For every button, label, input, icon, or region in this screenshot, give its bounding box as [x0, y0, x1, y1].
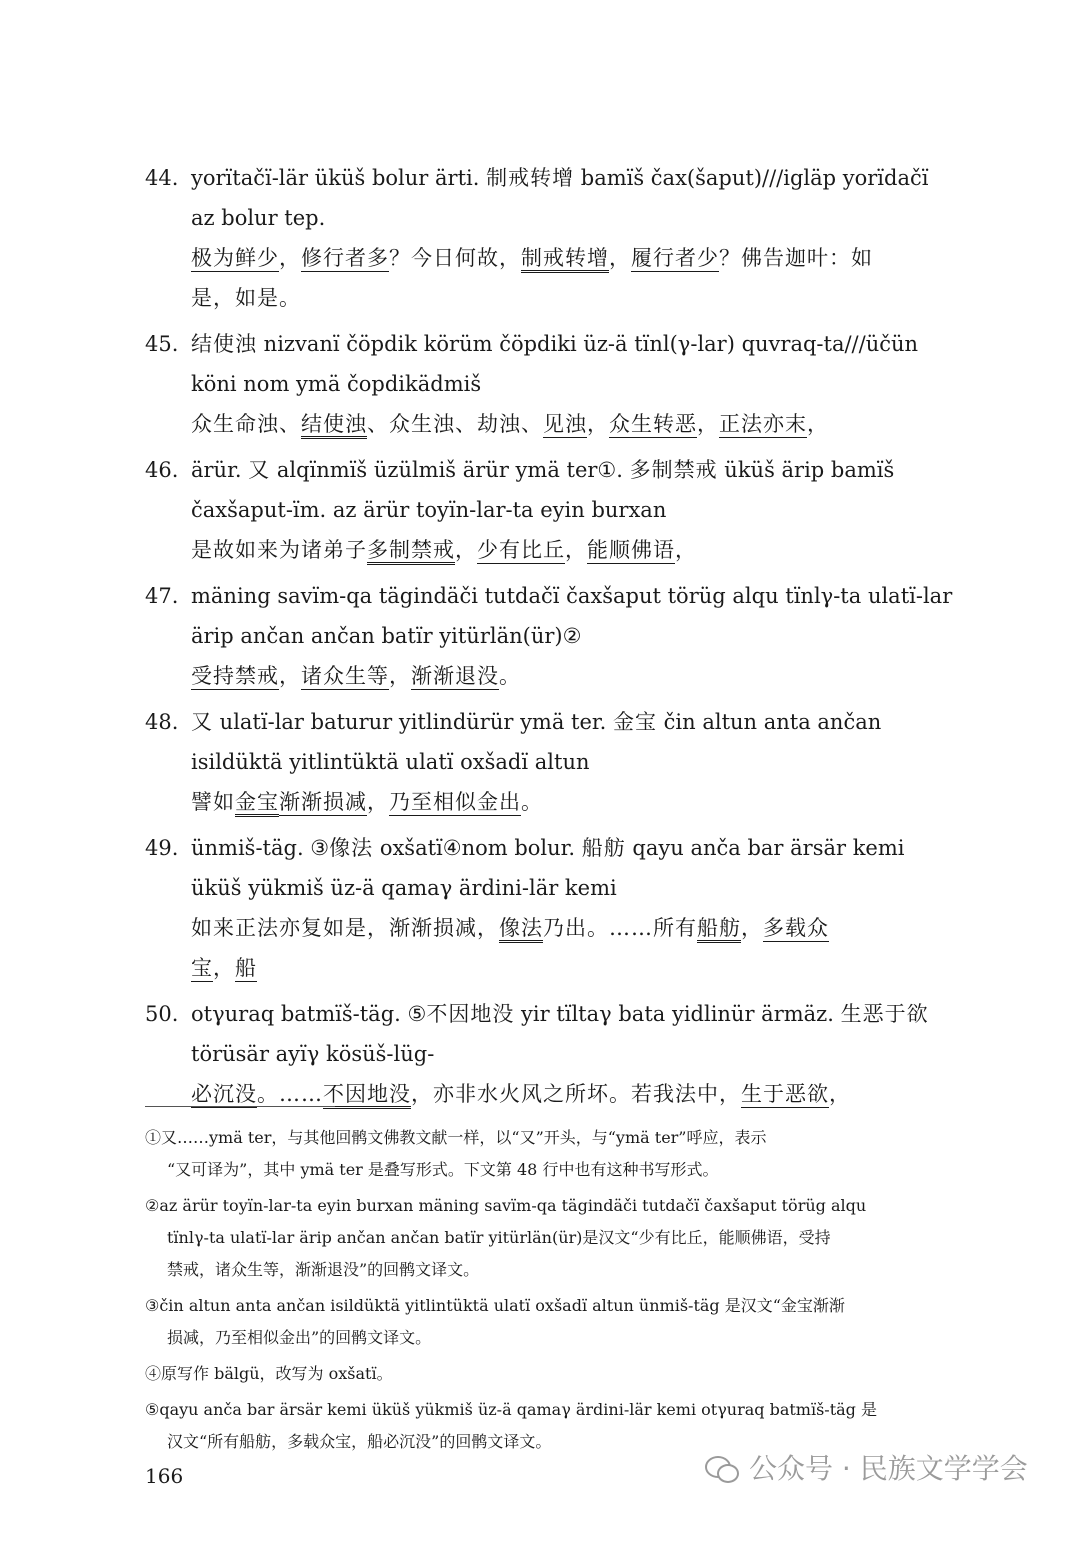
text-segment: ， [807, 412, 829, 436]
text-segment: oxšatï④nom bolur. [373, 836, 582, 860]
page-number: 166 [145, 1464, 184, 1488]
entry-number: 47. [145, 584, 179, 608]
footnote-line: 禁戒，诸众生等，渐渐退没”的回鹘文译文。 [167, 1260, 480, 1279]
text-segment: ， [829, 1082, 851, 1106]
entry-number: 45. [145, 332, 179, 356]
entry-number: 49. [145, 836, 179, 860]
text-segment: 如来正法亦复如是，渐渐损减， [191, 916, 499, 940]
footnote-line: “又可译为”，其中 ymä ter 是叠写形式。下文第 48 行中也有这种书写形式。 [167, 1160, 719, 1179]
text-segment: ulatï-lar baturur yitlindürür ymä ter. [213, 710, 613, 734]
text-segment: ， [455, 538, 477, 562]
uyghur-text-line [145, 994, 929, 1034]
text-segment: nizvanï čöpdik körüm čöpdiki üz-ä tïnl(γ-lar) quvraq-ta///üčün [257, 332, 919, 356]
entry [145, 828, 905, 988]
footnote-line: ⑤qayu anča bar ärsär kemi üküš yükmiš üz-ä qamaγ ärdini-lär kemi otγuraq batmïš-täg 是 [145, 1400, 878, 1419]
footnote-line: ①又……ymä ter，与其他回鹘文佛教文献一样，以“又”开头，与“ymä ter”呼应，表示 [145, 1128, 767, 1147]
double-underlined-phrase: 结使浊 [301, 412, 367, 436]
footnote-line: ④原写作 bälgü，改写为 oxšatï。 [145, 1364, 393, 1383]
chinese-text-line [145, 404, 905, 444]
text-segment: ， [609, 246, 631, 270]
text-segment: ， [565, 538, 587, 562]
text-segment: 又 [191, 710, 213, 734]
underlined-phrase: 修行者多 [301, 246, 389, 270]
double-underlined-phrase: 船舫 [697, 916, 741, 940]
text-segment: üküš yükmiš üz-ä qamaγ ärdini-lär kemi [191, 876, 617, 900]
text-segment: ， [279, 246, 301, 270]
footnote [145, 1290, 905, 1354]
text-segment: ärür. [191, 458, 249, 482]
double-underlined-phrase: 不因地没 [323, 1082, 411, 1106]
entry [145, 324, 919, 444]
text-segment: ， [389, 664, 411, 688]
entry-number: 44. [145, 166, 179, 190]
footnote [145, 1358, 905, 1390]
text-segment: az bolur tep. [191, 206, 326, 230]
footnote [145, 1190, 905, 1286]
chinese-text-line [145, 530, 905, 570]
underlined-phrase: 正法亦末 [719, 412, 807, 436]
underlined-phrase: 众生转恶 [609, 412, 697, 436]
uyghur-text-line [145, 828, 905, 868]
underlined-phrase: 船 [235, 956, 257, 980]
text-segment: ， [279, 664, 301, 688]
uyghur-text-line [145, 868, 905, 908]
text-segment: üküš ärip bamïš [717, 458, 895, 482]
text-segment: ， [367, 790, 389, 814]
entry-number: 46. [145, 458, 179, 482]
footnote-line: 损减，乃至相似金出”的回鹘文译文。 [167, 1328, 432, 1347]
uyghur-text-line [145, 450, 905, 490]
text-segment: yorïtačï-lär üküš bolur ärti. [191, 166, 487, 190]
double-underlined-phrase: 像法 [499, 916, 543, 940]
text-segment: ，亦非水火风之所坏。若我法中， [411, 1082, 741, 1106]
underlined-phrase: 多载众 [763, 916, 829, 940]
entry [145, 450, 905, 570]
text-segment: 乃出。……所有 [543, 916, 697, 940]
chinese-text-line [145, 278, 905, 318]
underlined-phrase: 渐渐损减 [279, 790, 367, 814]
watermark-text: 公众号 · 民族文学学会 [749, 1452, 1028, 1485]
text-segment: köni nom ymä čopdikädmiš [191, 372, 482, 396]
chinese-text-line [145, 656, 905, 696]
text-segment: ？佛告迦叶：如 [719, 246, 873, 270]
text-segment: ünmiš-täg. ③ [191, 836, 330, 860]
text-segment: otγuraq batmïš-täg. ⑤ [191, 1002, 427, 1026]
footnote [145, 1122, 905, 1186]
uyghur-text-line [145, 742, 905, 782]
footnote-divider [145, 1106, 335, 1107]
text-segment: 船舫 [581, 836, 626, 860]
double-underlined-phrase: 制戒转增 [521, 246, 609, 270]
chinese-text-line [145, 908, 905, 948]
text-segment: yir tïltaγ bata yidlinür ärmäz. [514, 1002, 841, 1026]
uyghur-text-line [145, 616, 905, 656]
text-segment: čin altun anta ančan [656, 710, 882, 734]
text-segment: 不因地没 [426, 1002, 515, 1026]
text-segment: 。 [521, 790, 543, 814]
text-segment: 譬如 [191, 790, 235, 814]
text-segment: 结使浊 [191, 332, 257, 356]
text-segment: 众生命浊、 [191, 412, 301, 436]
text-segment: 是，如是。 [191, 286, 301, 310]
text-segment: bamïš čax(šaput)///igläp yorïdačï [574, 166, 929, 190]
uyghur-text-line [145, 576, 953, 616]
underlined-phrase: 宝 [191, 956, 213, 980]
text-segment: 又 [248, 458, 271, 482]
entry [145, 158, 929, 318]
entry-number: 50. [145, 1002, 179, 1026]
uyghur-text-line [145, 324, 919, 364]
text-segment: 是故如来为诸弟子 [191, 538, 367, 562]
footnote-line: tïnlγ-ta ulatï-lar ärip ančan ančan batïr yitürlän(ür)是汉文“少有比丘，能顺佛语，受持 [167, 1228, 831, 1247]
text-segment: čaxšaput-ïm. az ärür toyïn-lar-ta eyin burxan [191, 498, 667, 522]
underlined-phrase: 见浊 [543, 412, 587, 436]
text-segment: 多制禁戒 [629, 458, 718, 482]
text-segment: mäning savïm-qa tägindäči tutdačï čaxšaput törüg alqu tïnlγ-ta ulatï-lar [191, 584, 953, 608]
underlined-phrase: 受持禁戒 [191, 664, 279, 688]
uyghur-text-line [145, 702, 905, 742]
text-segment: isildüktä yitlintüktä ulatï oxšadï altun [191, 750, 590, 774]
underlined-phrase: 履行者少 [631, 246, 719, 270]
text-segment: 生恶于欲 [840, 1002, 929, 1026]
chinese-text-line [145, 948, 905, 988]
text-segment: ？今日何故， [389, 246, 521, 270]
text-segment: ， [587, 412, 609, 436]
uyghur-text-line [145, 158, 929, 198]
footnote-line: ②az ärür toyïn-lar-ta eyin burxan mäning savïm-qa tägindäči tutdačï čaxšaput törüg alqu [145, 1196, 867, 1215]
chinese-text-line [145, 238, 905, 278]
text-entries [145, 158, 953, 1120]
underlined-phrase: 乃至相似金出 [389, 790, 521, 814]
text-segment: 金宝 [612, 710, 657, 734]
entry-number: 48. [145, 710, 179, 734]
underlined-phrase: 少有比丘 [477, 538, 565, 562]
chinese-text-line [145, 782, 905, 822]
underlined-phrase: 极为鲜少 [191, 246, 279, 270]
text-segment: 、众生浊、劫浊、 [367, 412, 543, 436]
text-segment: 像法 [329, 836, 374, 860]
underlined-phrase: 渐渐退没 [411, 664, 499, 688]
chinese-text-line [145, 1074, 905, 1114]
text-segment: 。…… [257, 1082, 323, 1106]
footnote-line: 汉文“所有船舫，多载众宝，船必沉没”的回鹘文译文。 [167, 1432, 552, 1451]
entry [145, 994, 929, 1114]
text-segment: ， [741, 916, 763, 940]
text-segment: qayu anča bar ärsär kemi [625, 836, 905, 860]
entry [145, 702, 905, 822]
text-segment: ärip ančan ančan batïr yitürlän(ür)② [191, 624, 582, 648]
watermark [705, 1447, 1028, 1487]
underlined-phrase: 生于恶欲 [741, 1082, 829, 1106]
text-segment: ， [697, 412, 719, 436]
footnote-line: ③čin altun anta ančan isildüktä yitlintüktä ulatï oxšadï altun ünmiš-täg 是汉文“金宝渐渐 [145, 1296, 845, 1315]
text-segment: törüsär ayïγ kösüš-lüg- [191, 1042, 435, 1066]
text-segment: ， [213, 956, 235, 980]
underlined-phrase: 能顺佛语 [587, 538, 675, 562]
wechat-icon [705, 1452, 739, 1482]
text-segment: ， [675, 538, 697, 562]
double-underlined-phrase: 多制禁戒 [367, 538, 455, 562]
uyghur-text-line [145, 490, 905, 530]
footnotes [145, 1122, 905, 1462]
double-underlined-phrase: 金宝 [235, 790, 279, 814]
text-segment: 。 [499, 664, 521, 688]
entry [145, 576, 953, 696]
text-segment: 制戒转增 [486, 166, 575, 190]
uyghur-text-line [145, 364, 905, 404]
uyghur-text-line [145, 1034, 905, 1074]
underlined-phrase: 诸众生等 [301, 664, 389, 688]
underlined-phrase: 必沉没 [191, 1082, 257, 1106]
uyghur-text-line [145, 198, 905, 238]
text-segment: alqïnmïš üzülmiš ärür ymä ter①. [270, 458, 630, 482]
